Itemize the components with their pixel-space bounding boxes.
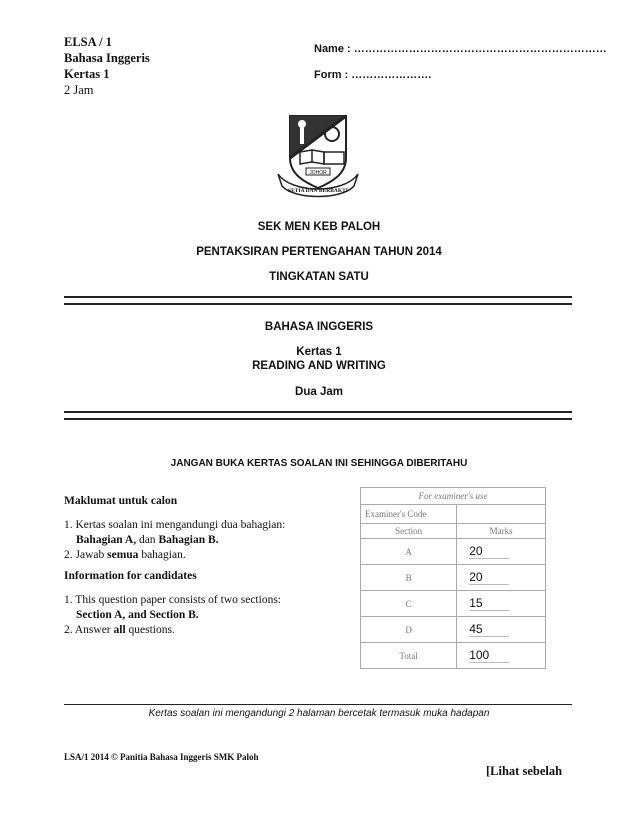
page-count-note: Kertas soalan ini mengandungi 2 halaman bercetak termasuk muka hadapan	[148, 708, 490, 719]
subject-name: Bahasa Inggeris	[64, 51, 150, 65]
crest-motto: SETIA DAN BERBAKTI	[288, 188, 348, 194]
total-cell: Total	[361, 643, 457, 669]
paper-number: Kertas 1	[64, 67, 110, 81]
section-cell: C	[361, 591, 457, 617]
marks-cell: 45	[457, 617, 546, 643]
divider-top	[64, 296, 572, 305]
examiner-code-cell[interactable]	[457, 505, 546, 524]
examiner-code-label: Examiner's Code	[361, 505, 457, 524]
turn-over-note: [Lihat sebelah	[486, 764, 563, 778]
paper-duration-title: Dua Jam	[295, 386, 343, 398]
info-english-item1-sections: Section A, and Section B.	[76, 609, 199, 621]
exam-name: PENTAKSIRAN PERTENGAHAN TAHUN 2014	[196, 246, 442, 258]
table-row	[361, 643, 546, 669]
form-field[interactable]: Form : ………………….	[314, 69, 432, 81]
marks-cell: 20	[457, 539, 546, 565]
candidate-fields	[314, 36, 607, 88]
section-cell: A	[361, 539, 457, 565]
info-english	[64, 569, 281, 638]
do-not-open-warning: JANGAN BUKA KERTAS SOALAN INI SEHINGGA DIBERITAHU	[170, 458, 468, 469]
paper-number-title: Kertas 1	[296, 346, 342, 358]
info-english-item1: 1. This question paper consists of two sections:	[64, 594, 281, 606]
copyright-line: LSA/1 2014 © Panitia Bahasa Inggeris SMK Paloh	[64, 752, 259, 762]
name-field[interactable]: Name : ……………………………………………………………	[314, 43, 607, 55]
info-malay-item1-sections: Bahagian A, dan Bahagian B.	[76, 534, 219, 546]
form-level: TINGKATAN SATU	[269, 271, 369, 283]
examiner-use-table	[360, 487, 546, 669]
school-crest-logo	[272, 112, 364, 202]
crest-label: JOHOR	[309, 170, 327, 176]
table-row	[361, 565, 546, 591]
table-row	[361, 617, 546, 643]
footer-divider	[64, 704, 572, 705]
info-english-item2: 2. Answer all questions.	[64, 624, 175, 636]
section-column-header: Section	[361, 524, 457, 539]
section-cell: D	[361, 617, 457, 643]
paper-code: ELSA / 1	[64, 35, 112, 49]
divider-bottom	[64, 411, 572, 420]
header-info	[64, 34, 150, 98]
examiner-table-title: For examiner's use	[361, 488, 546, 505]
paper-duration: 2 Jam	[64, 83, 94, 97]
marks-cell: 20	[457, 565, 546, 591]
paper-title: READING AND WRITING	[252, 360, 386, 372]
info-english-heading: Information for candidates	[64, 570, 197, 582]
section-cell: B	[361, 565, 457, 591]
total-marks-cell: 100	[457, 643, 546, 669]
info-malay-item2: 2. Jawab semua bahagian.	[64, 549, 186, 561]
school-name: SEK MEN KEB PALOH	[257, 221, 381, 233]
marks-cell: 15	[457, 591, 546, 617]
info-malay-item1: 1. Kertas soalan ini mengandungi dua bahagian:	[64, 519, 286, 531]
table-row	[361, 539, 546, 565]
info-malay-heading: Maklumat untuk calon	[64, 495, 178, 507]
info-malay	[64, 494, 285, 563]
paper-subject: BAHASA INGGERIS	[264, 321, 374, 333]
marks-column-header: Marks	[457, 524, 546, 539]
table-row	[361, 591, 546, 617]
